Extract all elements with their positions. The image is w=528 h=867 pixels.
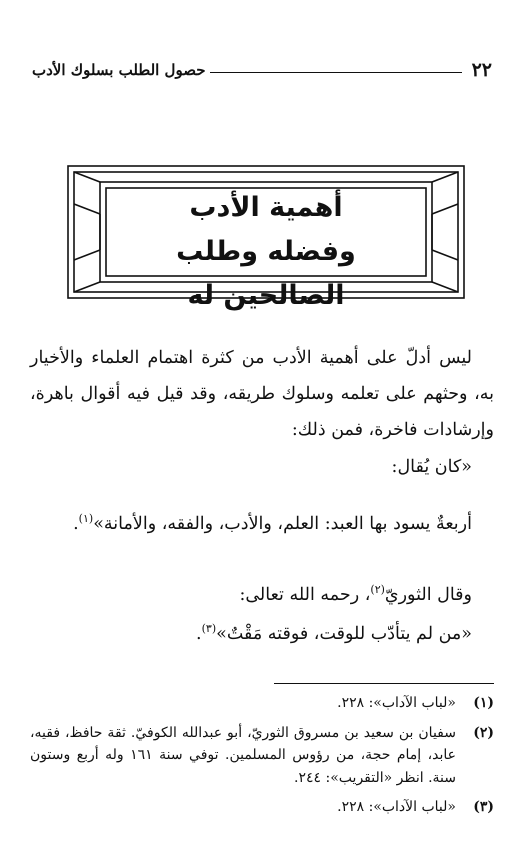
footnote-number: (٢) (473, 724, 494, 741)
footnote-ref-2: (٢) (370, 583, 385, 597)
chapter-title-line-2: وفضله وطلب الصالحين له (176, 236, 356, 311)
quote-time-text: «من لم يتأدّب للوقت، فوقته مَقْتٌ» (216, 624, 472, 644)
footnote-text: «لباب الآداب»: ٢٢٨. (337, 695, 456, 711)
footnote-ref-3: (٣) (201, 622, 217, 636)
footnote-number: (١) (473, 695, 494, 711)
footnote-separator (274, 683, 494, 684)
footnote (30, 692, 494, 715)
footnote-text: «لباب الآداب»: ٢٢٨. (337, 799, 456, 815)
paragraph-quote-time (30, 624, 494, 644)
chapter-title-line-1: أهمية الأدب (189, 192, 343, 223)
chapter-title (116, 186, 416, 318)
footnote-text: سفيان بن سعيد بن مسروق الثوريّ، أبو عبدالله الكوفيّ. ثقة حافظ، فقيه، عابد، إمام حجة، من رؤوس المسلمين. توفي سنة ١٦١ وله أربع وستون سنة. انظر «التقريب»: ٢٤٤. (30, 724, 456, 786)
paragraph-quote-four (30, 506, 494, 542)
quote-intro: «كان يُقال: (391, 457, 472, 477)
running-header (32, 58, 492, 82)
header-rule (210, 72, 462, 73)
quote-four-end: . (73, 514, 79, 534)
footnote (30, 722, 494, 790)
footnote-number: (٣) (473, 799, 494, 815)
quote-four-text: أربعةٌ يسود بها العبد: العلم، والأدب، والفقه، والأمانة» (93, 514, 472, 534)
running-title: حصول الطلب بسلوك الأدب (32, 61, 206, 79)
paragraph-intro: ليس أدلّ على أهمية الأدب من كثرة اهتمام العلماء والأخيار به، وحثهم على تعلمه وسلوك طريقه، وقد قيل فيه أقوال باهرة، وإرشادات فاخرة، فمن ذلك: (30, 348, 494, 440)
footnote (30, 796, 494, 819)
page-number: ٢٢ (471, 59, 492, 81)
paragraph-thawri (30, 585, 494, 605)
footnote-ref-1: (١) (78, 512, 94, 526)
thawri-text-a: وقال الثوريّ (384, 585, 472, 605)
chapter-title-frame (66, 164, 466, 311)
footnotes (30, 692, 494, 826)
thawri-text-b: ، رحمه الله تعالى: (239, 585, 371, 605)
quote-time-end: . (196, 624, 202, 644)
